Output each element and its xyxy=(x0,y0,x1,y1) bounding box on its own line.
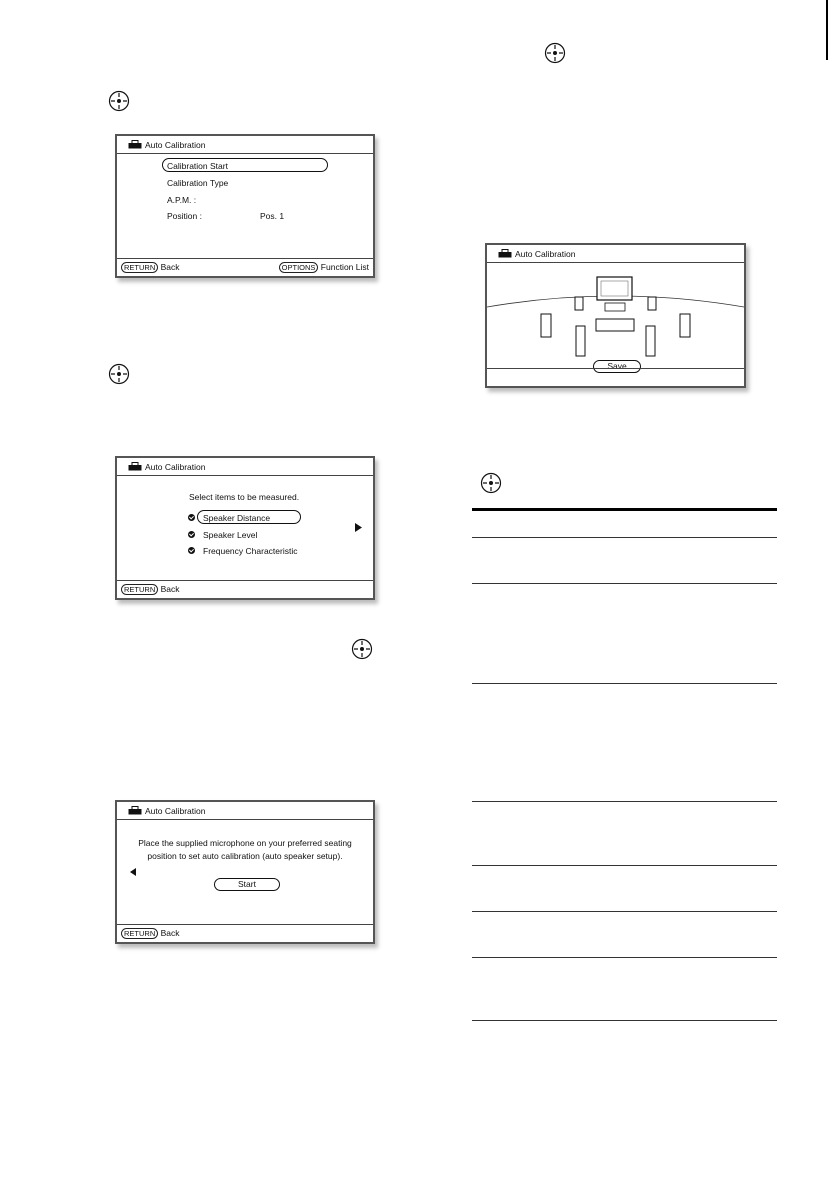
footer-back-label: Back xyxy=(160,262,180,272)
check-icon xyxy=(188,547,195,554)
screen-footer xyxy=(487,368,744,386)
toolbox-icon xyxy=(128,462,142,471)
footer-back-label: Back xyxy=(160,584,180,594)
toolbox-icon xyxy=(128,140,142,149)
table-top-rule xyxy=(472,508,777,511)
instruction-line-1: Place the supplied microphone on your preferred seating xyxy=(138,838,352,848)
position-value: Pos. 1 xyxy=(260,211,285,221)
speaker-layout-diagram xyxy=(487,263,744,371)
auto-calibration-screen-speakers xyxy=(485,243,746,388)
screen-footer xyxy=(117,924,373,942)
screen-footer xyxy=(117,258,373,276)
auto-calibration-screen-menu xyxy=(115,134,375,278)
menu-item-apm[interactable]: A.P.M. : xyxy=(167,195,197,205)
screen-title: Auto Calibration xyxy=(145,140,206,150)
screen-header xyxy=(117,802,373,820)
table-bottom-rule xyxy=(472,1020,777,1021)
instruction-line-2: position to set auto calibration (auto speaker setup). xyxy=(147,851,343,861)
auto-calibration-screen-start xyxy=(115,800,375,944)
menu-item-calibration-type[interactable]: Calibration Type xyxy=(167,178,229,188)
table-row-divider xyxy=(472,911,777,912)
left-arrow-icon[interactable] xyxy=(130,868,136,876)
check-icon xyxy=(188,514,195,521)
options-key: OPTIONS xyxy=(279,262,319,273)
screen-prompt: Select items to be measured. xyxy=(189,492,300,502)
screen-header xyxy=(487,245,744,263)
start-button[interactable]: Start xyxy=(214,878,280,891)
table-row-divider xyxy=(472,683,777,684)
screen-title: Auto Calibration xyxy=(515,249,576,259)
table-row-divider xyxy=(472,537,777,538)
enter-button-icon xyxy=(108,363,130,385)
right-arrow-icon[interactable] xyxy=(355,523,362,532)
menu-item-calibration-start[interactable]: Calibration Start xyxy=(167,161,228,171)
enter-button-icon xyxy=(108,90,130,112)
auto-calibration-screen-items xyxy=(115,456,375,600)
screen-footer xyxy=(117,580,373,598)
measure-item-speaker-level[interactable]: Speaker Level xyxy=(203,530,258,540)
return-key: RETURN xyxy=(121,262,158,273)
toolbox-icon xyxy=(498,249,512,258)
enter-button-icon xyxy=(480,472,502,494)
footer-function-list-label: Function List xyxy=(320,262,369,272)
footer-back-label: Back xyxy=(160,928,180,938)
return-key: RETURN xyxy=(121,928,158,939)
screen-title: Auto Calibration xyxy=(145,462,206,472)
check-icon xyxy=(188,531,195,538)
return-key: RETURN xyxy=(121,584,158,595)
table-row-divider xyxy=(472,865,777,866)
page-edge-marker xyxy=(826,0,828,60)
save-button[interactable]: Save xyxy=(593,360,641,373)
menu-item-position[interactable]: Position : xyxy=(167,211,202,221)
table-row-divider xyxy=(472,957,777,958)
screen-title: Auto Calibration xyxy=(145,806,206,816)
enter-button-icon xyxy=(544,42,566,64)
screen-header xyxy=(117,458,373,476)
screen-header xyxy=(117,136,373,154)
measure-item-frequency[interactable]: Frequency Characteristic xyxy=(203,546,298,556)
table-row-divider xyxy=(472,583,777,584)
table-row-divider xyxy=(472,801,777,802)
measure-item-speaker-distance[interactable]: Speaker Distance xyxy=(203,513,271,523)
toolbox-icon xyxy=(128,806,142,815)
enter-button-icon xyxy=(351,638,373,660)
